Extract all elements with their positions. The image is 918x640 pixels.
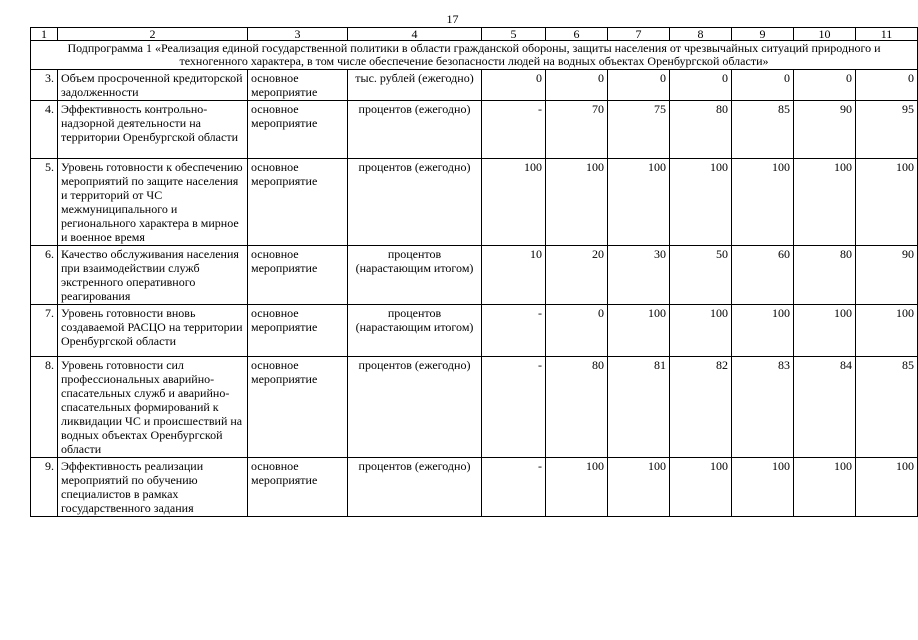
subprogram-title: Подпрограмма 1 «Реализация единой государственной политики в области гражданской обороны, защиты населения от чрезвычайных ситуаций природного и техногенного характера, в том числе обеспечение безопасности людей на водных объектах Оренбургской области» xyxy=(31,41,918,70)
column-number: 11 xyxy=(856,28,918,41)
indicator-value: - xyxy=(482,357,546,458)
row-number: 9. xyxy=(31,458,58,517)
indicator-value: 100 xyxy=(732,159,794,246)
indicator-value: 81 xyxy=(608,357,670,458)
indicator-unit: процентов (ежегодно) xyxy=(348,458,482,517)
indicator-value: 0 xyxy=(482,70,546,101)
column-number: 8 xyxy=(670,28,732,41)
indicator-value: - xyxy=(482,458,546,517)
indicator-value: - xyxy=(482,101,546,159)
indicator-value: 100 xyxy=(608,305,670,357)
indicator-unit: процентов (ежегодно) xyxy=(348,101,482,159)
indicator-type: основное мероприятие xyxy=(248,246,348,305)
table-row xyxy=(31,458,918,517)
indicator-name: Эффективность реализации мероприятий по обучению специалистов в рамках государственного задания xyxy=(58,458,248,517)
column-number: 2 xyxy=(58,28,248,41)
indicator-value: 60 xyxy=(732,246,794,305)
indicator-value: 100 xyxy=(794,458,856,517)
indicator-value: 100 xyxy=(794,159,856,246)
indicator-name: Уровень готовности вновь создаваемой РАСЦО на территории Оренбургской области xyxy=(58,305,248,357)
indicator-value: 100 xyxy=(732,458,794,517)
indicator-value: 80 xyxy=(794,246,856,305)
indicator-value: 82 xyxy=(670,357,732,458)
indicator-type: основное мероприятие xyxy=(248,159,348,246)
indicator-type: основное мероприятие xyxy=(248,70,348,101)
table-row xyxy=(31,357,918,458)
indicator-value: 100 xyxy=(856,159,918,246)
column-number-row xyxy=(31,28,918,41)
indicator-value: 80 xyxy=(546,357,608,458)
indicator-type: основное мероприятие xyxy=(248,305,348,357)
indicator-unit: процентов (нарастающим итогом) xyxy=(348,246,482,305)
indicator-value: 100 xyxy=(546,159,608,246)
indicator-value: 100 xyxy=(482,159,546,246)
indicator-value: 100 xyxy=(794,305,856,357)
indicator-unit: процентов (нарастающим итогом) xyxy=(348,305,482,357)
table-row xyxy=(31,70,918,101)
indicator-value: 0 xyxy=(608,70,670,101)
indicator-value: 0 xyxy=(546,70,608,101)
indicator-type: основное мероприятие xyxy=(248,101,348,159)
indicator-value: 85 xyxy=(856,357,918,458)
indicator-value: 0 xyxy=(856,70,918,101)
indicator-value: 0 xyxy=(670,70,732,101)
indicator-value: 20 xyxy=(546,246,608,305)
indicator-value: 100 xyxy=(546,458,608,517)
page-number: 17 xyxy=(446,12,459,26)
indicator-value: 90 xyxy=(856,246,918,305)
column-number: 6 xyxy=(546,28,608,41)
indicator-value: - xyxy=(482,305,546,357)
indicator-unit: тыс. рублей (ежегодно) xyxy=(348,70,482,101)
indicator-unit: процентов (ежегодно) xyxy=(348,357,482,458)
indicator-type: основное мероприятие xyxy=(248,458,348,517)
indicator-value: 100 xyxy=(856,305,918,357)
column-number: 9 xyxy=(732,28,794,41)
indicator-unit: процентов (ежегодно) xyxy=(348,159,482,246)
row-number: 4. xyxy=(31,101,58,159)
indicator-value: 80 xyxy=(670,101,732,159)
table-row xyxy=(31,159,918,246)
indicator-name: Качество обслуживания населения при взаимодействии служб экстренного оперативного реагирования xyxy=(58,246,248,305)
indicator-value: 0 xyxy=(546,305,608,357)
indicator-value: 100 xyxy=(670,159,732,246)
table-row xyxy=(31,305,918,357)
table-row xyxy=(31,246,918,305)
indicator-value: 0 xyxy=(732,70,794,101)
row-number: 8. xyxy=(31,357,58,458)
indicator-value: 90 xyxy=(794,101,856,159)
column-number: 4 xyxy=(348,28,482,41)
row-number: 3. xyxy=(31,70,58,101)
indicator-value: 0 xyxy=(794,70,856,101)
indicator-value: 100 xyxy=(608,159,670,246)
indicator-value: 85 xyxy=(732,101,794,159)
indicator-value: 30 xyxy=(608,246,670,305)
table-row xyxy=(31,101,918,159)
indicator-name: Уровень готовности к обеспечению мероприятий по защите населения и территорий от ЧС межмуниципального и регионального характера в мирное и военное время xyxy=(58,159,248,246)
indicator-name: Объем просроченной кредиторской задолженности xyxy=(58,70,248,101)
indicator-name: Эффективность контрольно-надзорной деятельности на территории Оренбургской области xyxy=(58,101,248,159)
indicator-value: 95 xyxy=(856,101,918,159)
indicator-value: 10 xyxy=(482,246,546,305)
indicator-value: 50 xyxy=(670,246,732,305)
indicator-name: Уровень готовности сил профессиональных аварийно-спасательных служб и аварийно-спасательных формирований к ликвидации ЧС и происшествий на водных объектах Оренбургской области xyxy=(58,357,248,458)
row-number: 7. xyxy=(31,305,58,357)
row-number: 5. xyxy=(31,159,58,246)
subprogram-row xyxy=(31,41,918,70)
column-number: 5 xyxy=(482,28,546,41)
indicator-value: 70 xyxy=(546,101,608,159)
indicator-value: 100 xyxy=(670,305,732,357)
indicator-value: 84 xyxy=(794,357,856,458)
indicator-value: 100 xyxy=(732,305,794,357)
indicator-value: 83 xyxy=(732,357,794,458)
column-number: 3 xyxy=(248,28,348,41)
indicator-value: 75 xyxy=(608,101,670,159)
indicator-value: 100 xyxy=(856,458,918,517)
row-number: 6. xyxy=(31,246,58,305)
column-number: 7 xyxy=(608,28,670,41)
indicator-value: 100 xyxy=(670,458,732,517)
column-number: 10 xyxy=(794,28,856,41)
indicator-value: 100 xyxy=(608,458,670,517)
column-number: 1 xyxy=(31,28,58,41)
indicators-table xyxy=(30,27,918,517)
indicator-type: основное мероприятие xyxy=(248,357,348,458)
